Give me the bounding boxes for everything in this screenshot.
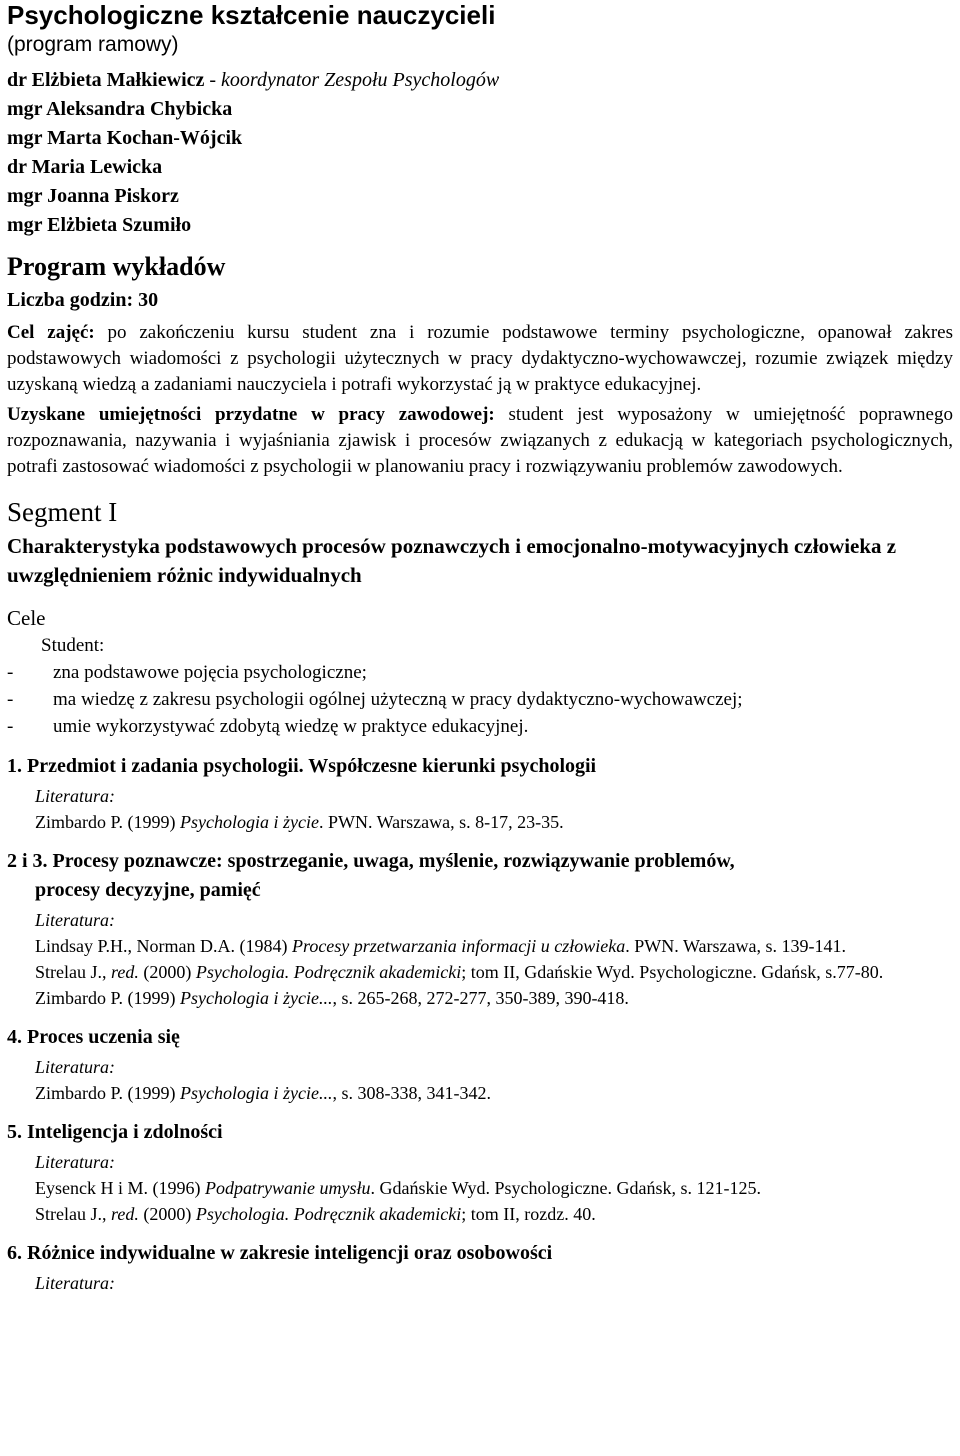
ref-author: Zimbardo P. (1999): [35, 812, 180, 832]
ref-title: Psychologia. Podręcznik akademicki: [195, 1204, 462, 1224]
list-item: [7, 713, 953, 740]
ref-details: ; tom II, Gdańskie Wyd. Psychologiczne. Gdańsk, s.77-80.: [461, 962, 884, 982]
author-role: - koordynator Zespołu Psychologów: [204, 69, 500, 91]
ref-year: (2000): [138, 962, 196, 982]
ref-details: . PWN. Warszawa, s. 8-17, 23-35.: [318, 812, 564, 832]
ref-details: ; tom II, rozdz. 40.: [461, 1204, 596, 1224]
author-name: mgr Joanna Piskorz: [7, 185, 179, 207]
ref-details: , s. 308-338, 341-342.: [332, 1083, 491, 1103]
goal-text: ma wiedzę z zakresu psychologii ogólnej użyteczną w pracy dydaktyczno-wychowawczej;: [53, 689, 743, 710]
topic-heading: 2 i 3. Procesy poznawcze: spostrzeganie, uwaga, myślenie, rozwiązywanie problemów,: [7, 850, 735, 872]
skills-label: Uzyskane umiejętności przydatne w pracy zawodowej:: [7, 404, 495, 425]
authors-list: [7, 66, 953, 240]
document-title: Psychologiczne kształcenie nauczycieli: [7, 0, 496, 30]
course-goal-paragraph: [7, 320, 953, 398]
author-line: [7, 124, 953, 153]
ref-author: Zimbardo P. (1999): [35, 988, 180, 1008]
topic-heading: 4. Proces uczenia się: [7, 1026, 180, 1048]
ref-year: (2000): [138, 1204, 196, 1224]
skills-paragraph: [7, 402, 953, 480]
ref-author: Eysenck H i M. (1996): [35, 1178, 205, 1198]
author-name: mgr Aleksandra Chybicka: [7, 98, 233, 120]
course-goal-label: Cel zajęć:: [7, 322, 95, 343]
student-label: Student:: [41, 635, 105, 656]
bullet-dash: -: [7, 716, 14, 737]
program-heading: Program wykładów: [7, 252, 226, 281]
literature-label: Literatura:: [35, 1152, 116, 1172]
course-goal-text: po zakończeniu kursu student zna i rozumie podstawowe terminy psychologiczne, opanował zakres podstawowych wiadomości z psychologii użytecznych w pracy dydaktyczno-wychowawczej, rozumie związek między uzyskaną wiedzą a zadaniami nauczyciela i potrafi wykorzystać ją w praktyce edukacyjnej.: [7, 322, 953, 395]
author-line: [7, 95, 953, 124]
bullet-dash: -: [7, 662, 14, 683]
author-name: mgr Elżbieta Szumiło: [7, 214, 192, 236]
ref-details: . PWN. Warszawa, s. 139-141.: [625, 936, 846, 956]
ref-title: Psychologia i życie...: [179, 1083, 333, 1103]
list-item: [7, 686, 953, 713]
ref-editor-mark: red.: [111, 1204, 139, 1224]
reference-item: [35, 933, 953, 959]
literature-label: Literatura:: [35, 910, 116, 930]
ref-author: Lindsay P.H., Norman D.A. (1984): [35, 936, 292, 956]
author-line: [7, 182, 953, 211]
author-line: [7, 211, 953, 240]
document-subtitle: (program ramowy): [7, 33, 179, 56]
ref-title: Procesy przetwarzania informacji u człowieka: [291, 936, 626, 956]
author-name: dr Elżbieta Małkiewicz: [7, 69, 205, 91]
reference-item: [35, 959, 953, 985]
ref-title: Podpatrywanie umysłu: [204, 1178, 371, 1198]
topic-heading-continuation: procesy decyzyjne, pamięć: [35, 879, 261, 901]
topic-heading: 1. Przedmiot i zadania psychologii. Współczesne kierunki psychologii: [7, 755, 597, 777]
ref-author: Strelau J.,: [35, 962, 111, 982]
literature-label: Literatura:: [35, 1057, 116, 1077]
ref-title: Psychologia i życie: [179, 812, 319, 832]
ref-details: . Gdańskie Wyd. Psychologiczne. Gdańsk, s. 121-125.: [370, 1178, 762, 1198]
author-line: [7, 153, 953, 182]
skills-text: student jest wyposażony w umiejętność poprawnego rozpoznawania, nazywania i wyjaśniania zjawisk i procesów związanych z edukacją w kategoriach psychologicznych, potrafi zastosować wiadomości z psychologii w planowaniu pracy i rozwiązywaniu problemów zawodowych.: [7, 404, 953, 477]
reference-item: [35, 809, 953, 835]
hours-count: Liczba godzin: 30: [7, 289, 159, 311]
literature-label: Literatura:: [35, 1273, 116, 1293]
reference-item: [35, 985, 953, 1011]
author-line: [7, 66, 953, 95]
ref-editor-mark: red.: [111, 962, 139, 982]
segment-title: Charakterystyka podstawowych procesów poznawczych i emocjonalno-motywacyjnych człowieka z uwzględnieniem różnic indywidualnych: [7, 534, 897, 587]
reference-item: [35, 1201, 953, 1227]
goals-heading: Cele: [7, 606, 46, 630]
reference-item: [35, 1175, 953, 1201]
goal-text: zna podstawowe pojęcia psychologiczne;: [53, 662, 367, 683]
ref-title: Psychologia. Podręcznik akademicki: [195, 962, 462, 982]
author-name: dr Maria Lewicka: [7, 156, 163, 178]
topic-heading: 5. Inteligencja i zdolności: [7, 1121, 223, 1143]
ref-author: Zimbardo P. (1999): [35, 1083, 180, 1103]
goal-text: umie wykorzystywać zdobytą wiedzę w praktyce edukacyjnej.: [53, 716, 529, 737]
list-item: [7, 659, 953, 686]
ref-author: Strelau J.,: [35, 1204, 111, 1224]
author-name: mgr Marta Kochan-Wójcik: [7, 127, 243, 149]
bullet-dash: -: [7, 689, 14, 710]
ref-title: Psychologia i życie...: [179, 988, 333, 1008]
topic-heading: 6. Różnice indywidualne w zakresie inteligencji oraz osobowości: [7, 1242, 553, 1264]
ref-details: , s. 265-268, 272-277, 350-389, 390-418.: [332, 988, 629, 1008]
reference-item: [35, 1080, 953, 1106]
literature-label: Literatura:: [35, 786, 116, 806]
goals-list: [7, 659, 953, 740]
segment-heading: Segment I: [7, 497, 118, 527]
